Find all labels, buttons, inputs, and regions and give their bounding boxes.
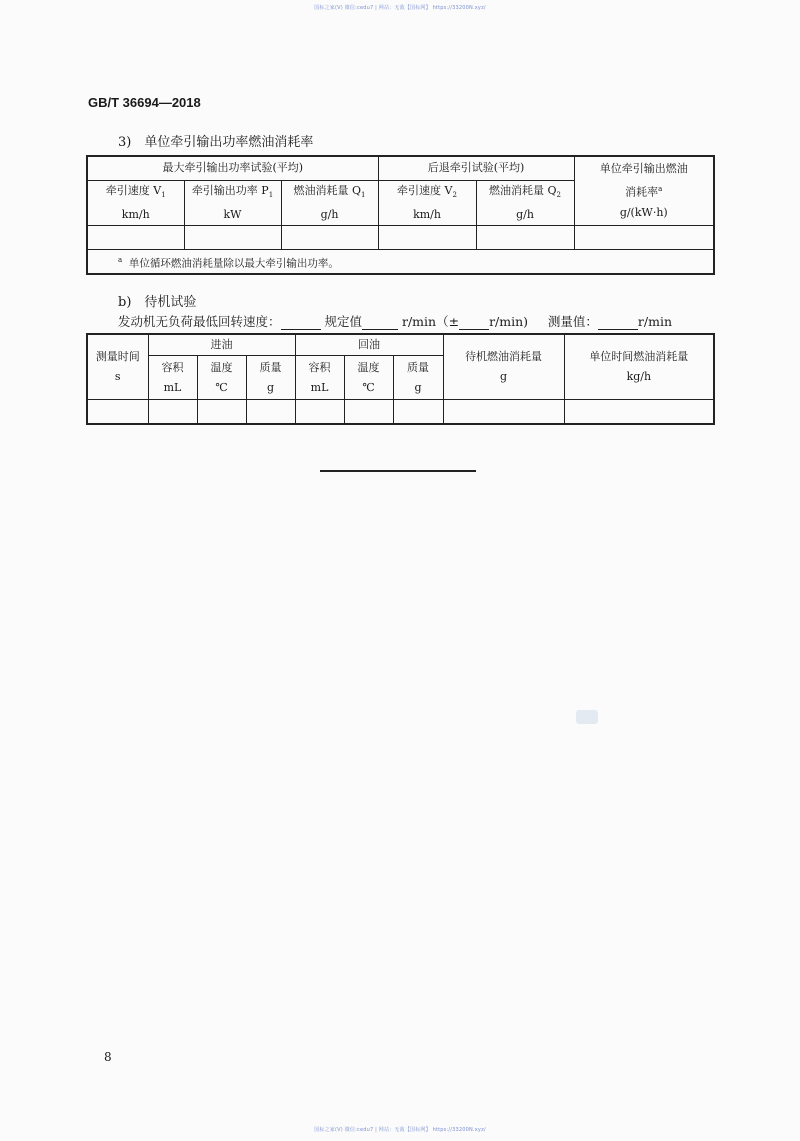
cell-time[interactable] — [87, 400, 148, 424]
group-reverse-traction: 后退牵引试验(平均) — [378, 156, 574, 180]
cell-ret-mass[interactable] — [393, 400, 443, 424]
header-unit-time-fuel: 单位时间燃油消耗量 kg/h — [564, 334, 714, 400]
scan-smudge — [576, 710, 598, 724]
blank-field[interactable] — [281, 317, 321, 330]
header-ret-volume: 容积 mL — [295, 356, 344, 400]
section-b-title: b) 待机试验 — [118, 295, 197, 310]
page-number: 8 — [104, 1050, 112, 1064]
header-q2: 燃油消耗量 $Q_2$ g/h — [476, 180, 574, 225]
cell-v1[interactable] — [87, 225, 184, 249]
cell-v2[interactable] — [378, 225, 476, 249]
group-max-traction: 最大牵引输出功率试验(平均) — [87, 156, 378, 180]
cell-ret-volume[interactable] — [295, 400, 344, 424]
section-3-title: 3) 单位牵引输出功率燃油消耗率 — [118, 135, 314, 150]
idle-speed-line: 发动机无负荷最低回转速度： 规定值 r/min（± r/min) 测量值： r/min — [118, 314, 673, 329]
traction-fuel-table — [86, 155, 715, 275]
spec-value-field[interactable] — [362, 317, 398, 330]
header-v1: 牵引速度 $V_1$ km/h — [87, 180, 184, 225]
header-in-temp: 温度 ℃ — [197, 356, 246, 400]
table-row — [87, 225, 714, 249]
header-v2: 牵引速度 $V_2$ km/h — [378, 180, 476, 225]
end-rule — [320, 470, 476, 472]
watermark-bottom: 国标之家(V) 微信:cedu7 | 网站：无敌【国标网】 https://33200N.xyz/ — [314, 1127, 486, 1133]
header-in-volume: 容积 mL — [148, 356, 197, 400]
watermark-top: 国标之家(V) 微信:cedu7 | 网站：无敌【国标网】 https://33200N.xyz/ — [314, 5, 486, 11]
header-p1: 牵引输出功率 $P_1$ kW — [184, 180, 281, 225]
rate-title-1: 单位牵引输出燃油 — [599, 162, 688, 176]
standby-test-table — [86, 333, 715, 425]
table-row — [87, 400, 714, 424]
group-fuel-return: 回油 — [295, 334, 443, 356]
cell-in-temp[interactable] — [197, 400, 246, 424]
cell-in-mass[interactable] — [246, 400, 295, 424]
header-standby-fuel: 待机燃油消耗量 g — [443, 334, 564, 400]
cell-rate[interactable] — [574, 225, 714, 249]
cell-standby-fuel[interactable] — [443, 400, 564, 424]
cell-q1[interactable] — [281, 225, 378, 249]
table-footnote: $^a$ 单位循环燃油消耗量除以最大牵引输出功率。 — [87, 249, 714, 274]
header-q1: 燃油消耗量 $Q_1$ g/h — [281, 180, 378, 225]
header-unit-rate — [574, 156, 714, 225]
header-time: 测量时间 s — [87, 334, 148, 400]
measured-value-field[interactable] — [598, 317, 638, 330]
standard-code: GB/T 36694—2018 — [88, 95, 201, 110]
header-in-mass: 质量 g — [246, 356, 295, 400]
cell-ret-temp[interactable] — [344, 400, 393, 424]
rate-title-2: 消耗率$^a$ — [625, 185, 663, 199]
group-fuel-in: 进油 — [148, 334, 295, 356]
header-ret-temp: 温度 ℃ — [344, 356, 393, 400]
cell-q2[interactable] — [476, 225, 574, 249]
header-ret-mass: 质量 g — [393, 356, 443, 400]
cell-p1[interactable] — [184, 225, 281, 249]
tolerance-field[interactable] — [459, 317, 489, 330]
cell-unit-time-fuel[interactable] — [564, 400, 714, 424]
cell-in-volume[interactable] — [148, 400, 197, 424]
rate-unit: g/(kW·h) — [619, 205, 668, 219]
